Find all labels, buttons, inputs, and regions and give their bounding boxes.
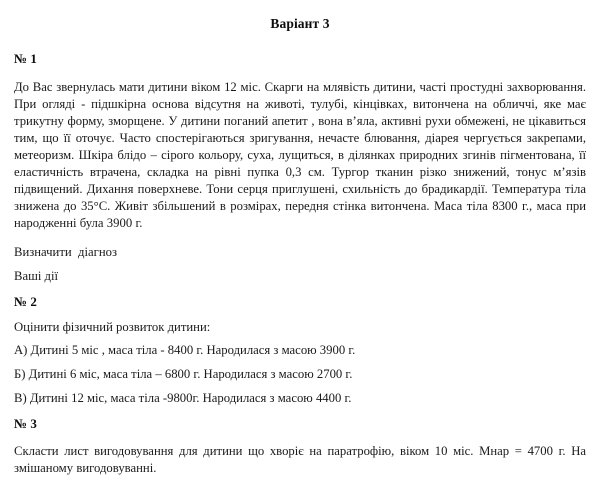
- spacer: [14, 405, 586, 417]
- spacer: [14, 31, 586, 52]
- spacer: [14, 430, 586, 443]
- task-2-item-b: Б) Дитині 6 міс, маса тіла – 6800 г. Народилася з масою 2700 г.: [14, 367, 353, 382]
- task-1-prompt-diagnosis: Визначити діагноз: [14, 245, 117, 260]
- spacer: [14, 308, 586, 321]
- task-2-instruction: Оцінити фізичний розвиток дитини:: [14, 319, 211, 334]
- task-heading-1: № 1: [14, 50, 37, 66]
- page-title: Варіант 3: [270, 16, 330, 31]
- task-heading-3: № 3: [14, 415, 37, 431]
- spacer: [14, 283, 586, 295]
- task-3-paragraph: Скласти лист вигодовування для дитини що хворіє на паратрофію, віком 10 міс. Мнар = 4700 г. На змішаному вигодовуванні.: [14, 443, 586, 475]
- task-1-prompt-actions: Ваші дії: [14, 269, 59, 284]
- spacer: [14, 259, 586, 270]
- spacer: [14, 65, 586, 79]
- task-heading-2: № 2: [14, 293, 37, 309]
- task-1-case-paragraph: До Вас звернулась мати дитини віком 12 міс. Скарги на млявість дитини, часті простудні захворювання. При огляді - підшкірна основа відсутня на животі, тулубі, кінцівках, витончена на обличчі, яке має трикутну форму, зморщене. У дитини поганий апетит , вона в’яла, активні рухи обмежені, не цікавиться тим, що її оточує. Часто спостерігаються зригування, нечасте блювання, діарея чергується закрепами, метеоризм. Шкіра блідо – сірого кольору, суха, лущиться, в ділянках природних згинів пігментована, її еластичність втрачена, складка на рівні пупка 0,3 см. Тургор тканин різко знижений, тонус м’язів підвищений. Дихання поверхневе. Тони серця приглушені, схильність до брадикардії. Температура тіла знижена до 35°С. Живіт збільшений в розмірах, передня стінка витончена. Маса тіла 8300 г., маса при народженні була 3900 г.: [14, 79, 586, 231]
- task-2-item-a: А) Дитині 5 міс , маса тіла - 8400 г. Народилася з масою 3900 г.: [14, 343, 356, 358]
- task-2-item-v: В) Дитині 12 міс, маса тіла -9800г. Народилася з масою 4400 г.: [14, 390, 352, 405]
- spacer: [14, 232, 586, 246]
